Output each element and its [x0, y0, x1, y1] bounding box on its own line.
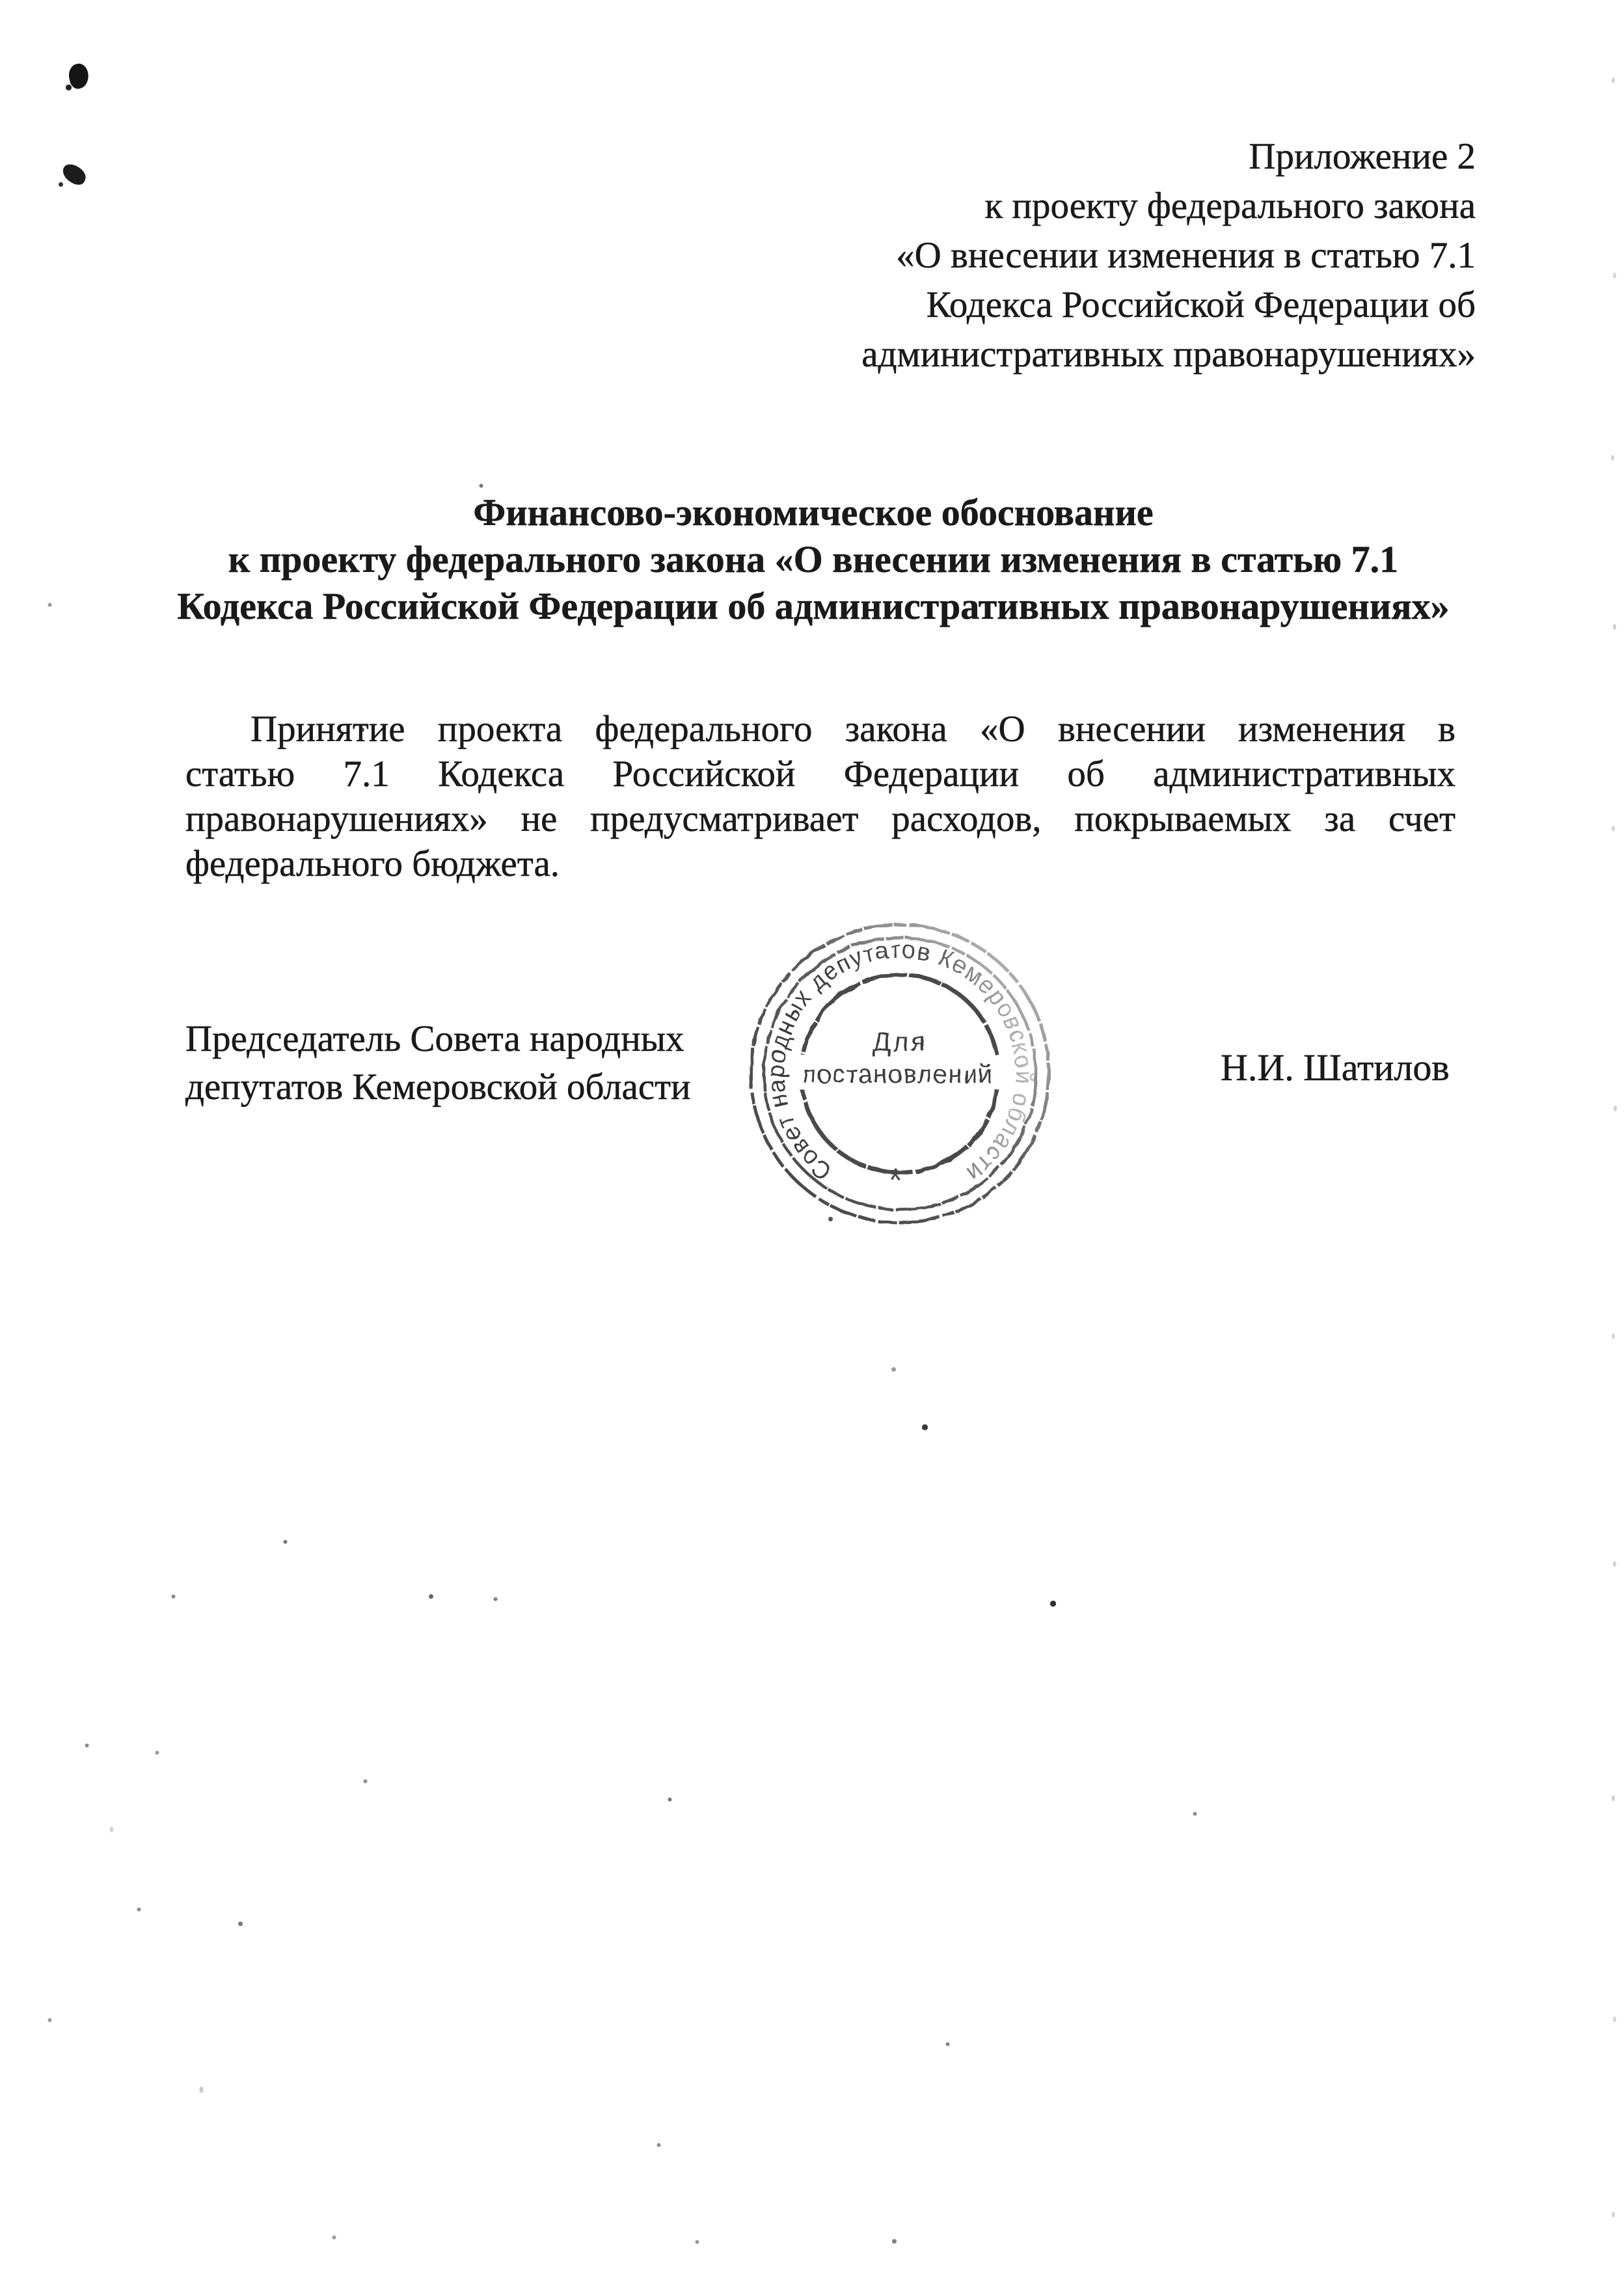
signatory-position [185, 1015, 691, 1111]
appendix-line: Приложение 2 [1249, 136, 1476, 177]
appendix-line: «О внесении изменения в статью 7.1 [896, 235, 1476, 276]
appendix-line: Кодекса Российской Федерации об [926, 284, 1476, 325]
body-paragraph [185, 707, 1455, 886]
scan-specks [0, 0, 2, 5]
stamp-bottom-asterisk: * [889, 1162, 903, 1200]
appendix-reference-block [861, 132, 1476, 379]
title-line: к проекту федерального закона «О внесении изменения в статью 7.1 [228, 538, 1399, 580]
ink-blob [59, 161, 89, 188]
title-line: Финансово-экономическое обоснование [473, 491, 1154, 534]
body-line: статью 7.1 Кодекса Российской Федерации об административных [185, 754, 1455, 795]
title-line: Кодекса Российской Федерации об административных правонарушениях» [177, 585, 1450, 627]
body-line: Принятие проекта федерального закона «О внесении изменения в [250, 709, 1455, 750]
stamp-center-line: Для [872, 1026, 928, 1057]
appendix-line: к проекту федерального закона [984, 185, 1476, 226]
official-round-stamp [742, 911, 1067, 1244]
scan-specks [0, 0, 2, 2]
signatory-position-line: Председатель Совета народных [185, 1018, 684, 1059]
stamp-center-line: постановлений [802, 1061, 994, 1089]
stamp-ring-text: Совет народных депутатов Кемеровской области [762, 936, 1038, 1188]
document-title [150, 489, 1477, 630]
ink-blob [66, 62, 90, 90]
signatory-position-line: депутатов Кемеровской области [185, 1066, 691, 1107]
appendix-line: административных правонарушениях» [861, 334, 1476, 375]
body-line: правонарушениях» не предусматривает расходов, покрываемых за счет [185, 798, 1455, 839]
body-line: федерального бюджета. [185, 843, 560, 884]
signatory-name: Н.И. Шатилов [1221, 1046, 1450, 1089]
